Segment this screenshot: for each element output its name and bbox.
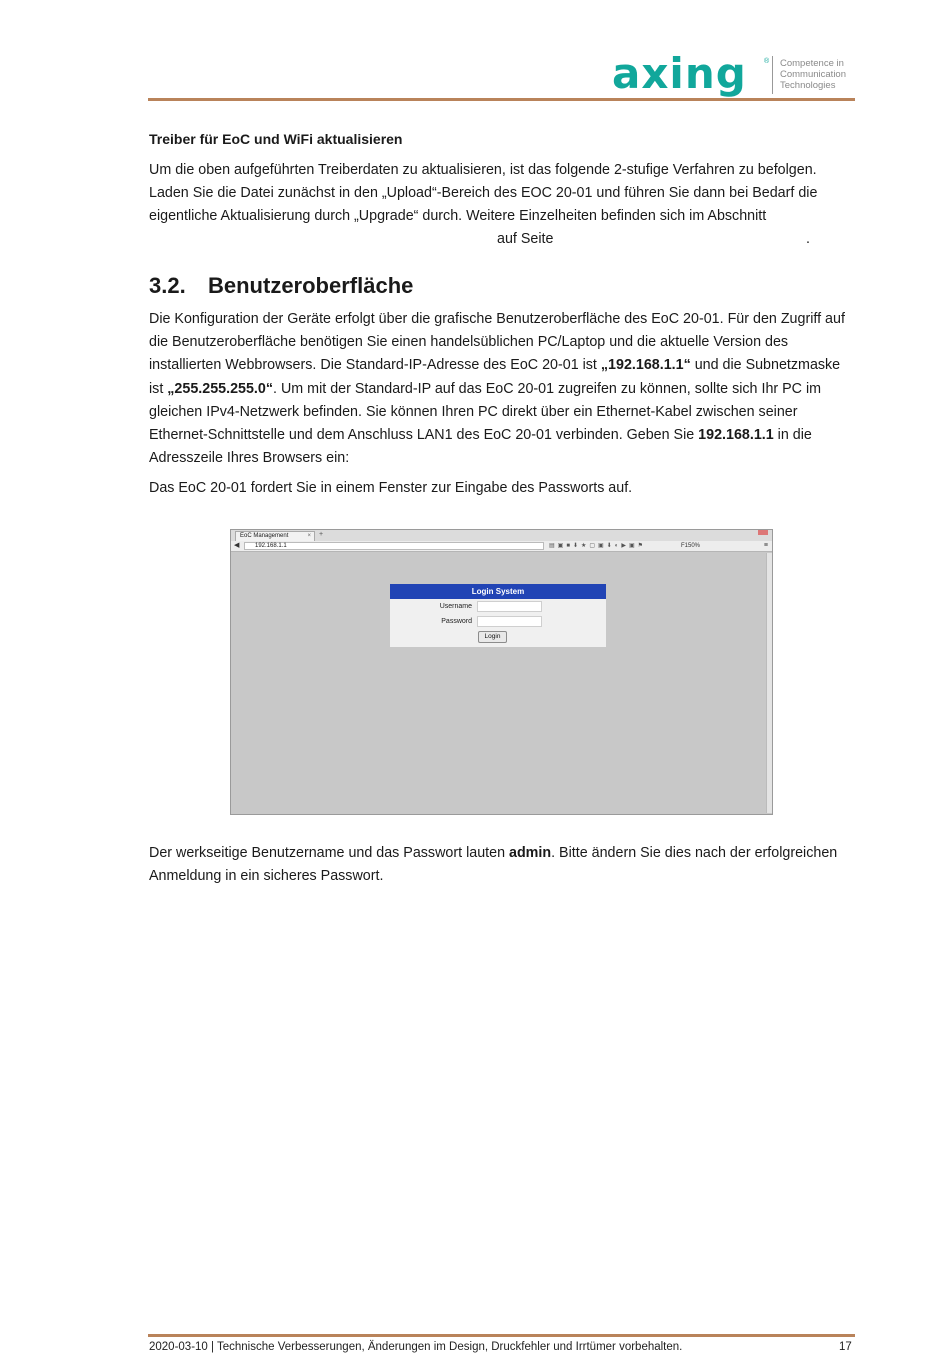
section-title-user-interface: [149, 272, 854, 300]
section-heading-driver-update: Treiber für EoC und WiFi aktualisieren: [149, 131, 403, 147]
password-row: [390, 614, 606, 629]
password-label: Password: [441, 618, 472, 625]
username-label: Username: [439, 603, 472, 610]
section-title-text: Benutzeroberfläche: [208, 273, 414, 298]
logo-tagline-line: Communication: [780, 69, 846, 80]
text-run: und die Subnetzmaske ist: [149, 357, 841, 397]
text-run: Der werkseitige Benutzername und das Passwort lauten: [149, 845, 509, 861]
footer-divider: [148, 1334, 855, 1337]
window-close-button[interactable]: [758, 530, 768, 535]
logo-tagline-line: Technologies: [780, 80, 836, 91]
address-ip: 192.168.1.1: [698, 427, 774, 444]
driver-update-paragraph: [149, 159, 854, 229]
paragraph-line: Laden Sie die Datei zunächst in den „Upload“-Bereich des EOC 20-01 und führen Sie dann bei Bedarf die: [149, 185, 818, 202]
browser-tab[interactable]: [235, 531, 315, 541]
username-input[interactable]: [477, 601, 542, 612]
login-title: Login System: [390, 584, 606, 599]
back-arrow-icon[interactable]: ◀: [234, 542, 240, 549]
close-icon[interactable]: ×: [307, 533, 311, 539]
logo-registered-mark: ®: [764, 58, 770, 65]
text-run: Die Konfiguration der Geräte erfolgt über die grafische Benutzeroberfläche des EoC 20-01. Für den Zugriff auf die Benutzeroberfläche benötigen Sie einen handelsüblichen PC/Laptop und die aktuelle Version des installierten Webbrowsers. Die Standard-IP-Adresse des EoC 20-01 ist: [149, 311, 845, 374]
logo-separator: [772, 56, 773, 94]
text-run: . Um mit der Standard-IP auf das EoC 20-01 zugreifen zu können, sollte sich Ihr PC im gleichen IPv4-Netzwerk befinden. Sie können Ihren PC direkt über ein Ethernet-Kabel zwischen seiner Ethernet-Schnittstelle und dem Anschluss LAN1 des EoC 20-01 verbinden. Geben Sie: [149, 380, 822, 444]
default-credentials-paragraph: [149, 842, 854, 888]
login-panel: [390, 584, 606, 647]
page-reference-period: .: [806, 231, 810, 247]
tab-title: EoC Management: [240, 533, 289, 539]
text-run: in die Adresszeile Ihres Browsers ein:: [149, 427, 812, 467]
paragraph-line: Um die oben aufgeführten Treiberdaten zu aktualisieren, ist das folgende 2-stufige Verfahren zu befolgen.: [149, 162, 817, 178]
logo-wordmark: axing: [612, 49, 747, 98]
browser-nav-bar: [231, 541, 772, 552]
default-ip: „192.168.1.1“: [600, 357, 691, 374]
login-button[interactable]: Login: [478, 631, 507, 643]
new-tab-icon[interactable]: +: [319, 531, 324, 538]
subnet-mask: „255.255.255.0“: [167, 380, 274, 397]
password-input[interactable]: [477, 616, 542, 627]
address-bar[interactable]: 192.168.1.1: [244, 542, 544, 550]
default-username: admin: [509, 845, 552, 861]
paragraph-line: eigentliche Aktualisierung durch „Upgrade“ durch. Weitere Einzelheiten befinden sich im Abschnitt: [149, 208, 767, 225]
zoom-level: F150%: [681, 543, 701, 549]
header-divider: [148, 98, 855, 101]
section-number: 3.2.: [149, 273, 186, 298]
password-prompt-paragraph: Das EoC 20-01 fordert Sie in einem Fenster zur Eingabe des Passworts auf.: [149, 480, 633, 496]
username-row: [390, 599, 606, 614]
text-run: . Bitte ändern Sie dies nach der erfolgreichen Anmeldung in ein sicheres Passwort.: [149, 845, 838, 885]
menu-icon[interactable]: ≡: [763, 542, 768, 549]
page-scrollbar[interactable]: [766, 553, 772, 813]
logo-tagline: [780, 58, 860, 91]
toolbar-icons[interactable]: ▤▣■⬇★▢▣⬇◐▶▣⚑: [549, 543, 647, 549]
intro-paragraph: [149, 308, 854, 470]
logo-tagline-line: Competence in: [780, 58, 844, 69]
browser-screenshot: [230, 529, 773, 815]
page-number: 17: [839, 1341, 852, 1353]
browser-tab-bar: [231, 530, 772, 541]
footer-text: 2020-03-10 | Technische Verbesserungen, Änderungen im Design, Druckfehler und Irrtümer vorbehalten.: [149, 1341, 683, 1353]
page-reference-text: auf Seite: [497, 231, 554, 247]
